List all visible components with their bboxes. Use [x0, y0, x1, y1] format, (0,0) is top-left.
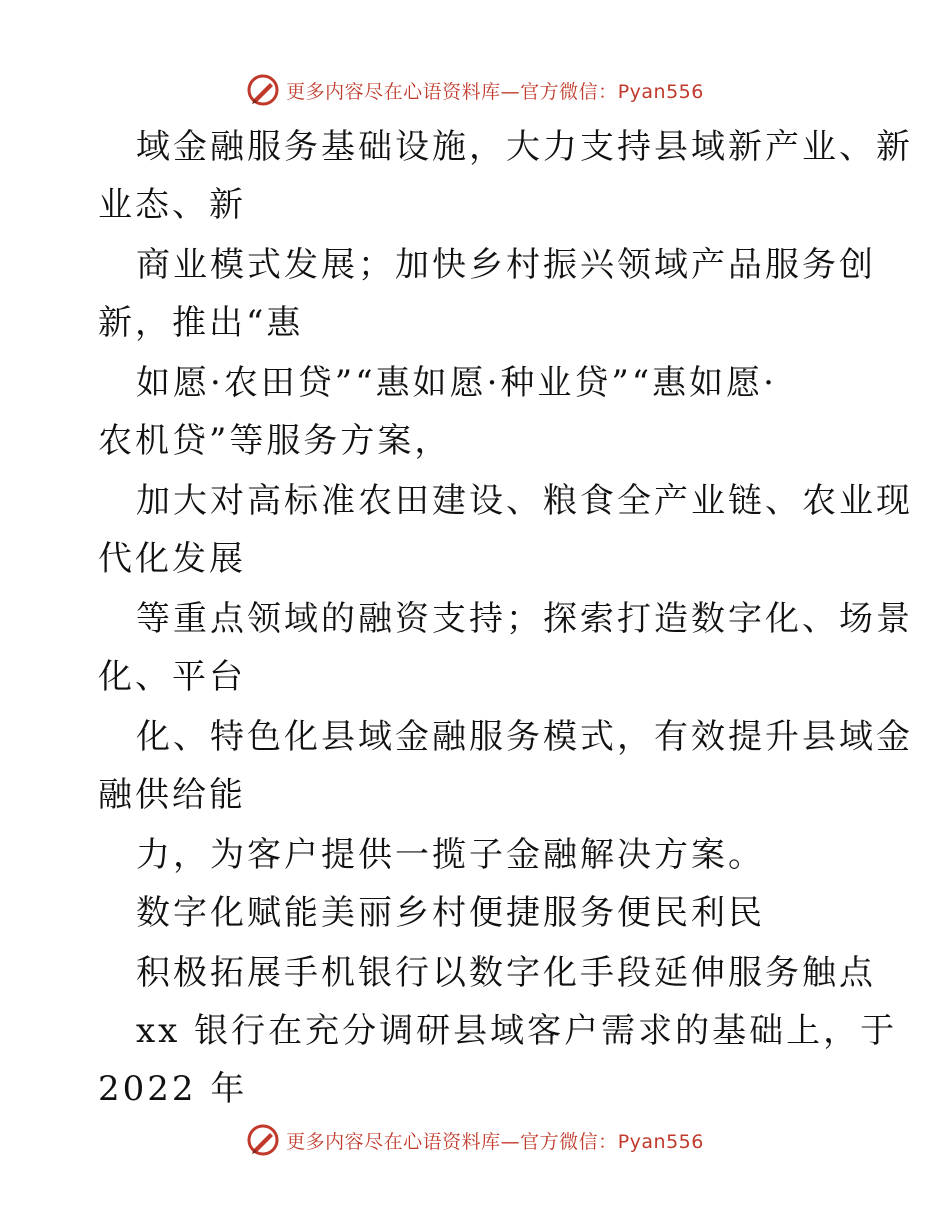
body-line: 化、平台 [98, 657, 246, 697]
watermark-text: 更多内容尽在心语资料库—官方微信：Pyan556 [286, 80, 704, 103]
body-line: 积极拓展手机银行以数字化手段延伸服务触点 [136, 953, 876, 993]
body-line: 数字化赋能美丽乡村便捷服务便民利民 [136, 893, 765, 933]
body-line: 融供给能 [98, 775, 246, 815]
body-line: 域金融服务基础设施，大力支持县域新产业、新 [136, 127, 913, 167]
body-line: 2022 年 [98, 1069, 248, 1109]
pen-logo-icon [246, 1123, 280, 1157]
body-line: 业态、新 [98, 185, 246, 225]
body-line: xx 银行在充分调研县域客户需求的基础上，于 [136, 1011, 898, 1051]
body-line: 新，推出“惠 [98, 303, 304, 343]
body-line: 力，为客户提供一揽子金融解决方案。 [136, 835, 765, 875]
watermark-text: 更多内容尽在心语资料库—官方微信：Pyan556 [286, 1130, 704, 1153]
body-line: 如愿·农田贷”“惠如愿·种业贷”“惠如愿· [136, 363, 777, 403]
header-watermark [0, 70, 950, 110]
body-line: 等重点领域的融资支持；探索打造数字化、场景 [136, 599, 913, 639]
body-line: 加大对高标准农田建设、粮食全产业链、农业现 [136, 481, 913, 521]
body-line: 代化发展 [98, 539, 246, 579]
body-line: 商业模式发展；加快乡村振兴领域产品服务创 [136, 245, 876, 285]
body-line: 化、特色化县域金融服务模式，有效提升县域金 [136, 717, 913, 757]
body-line: 农机贷”等服务方案， [98, 421, 452, 461]
pen-logo-icon [246, 73, 280, 107]
footer-watermark [0, 1120, 950, 1160]
